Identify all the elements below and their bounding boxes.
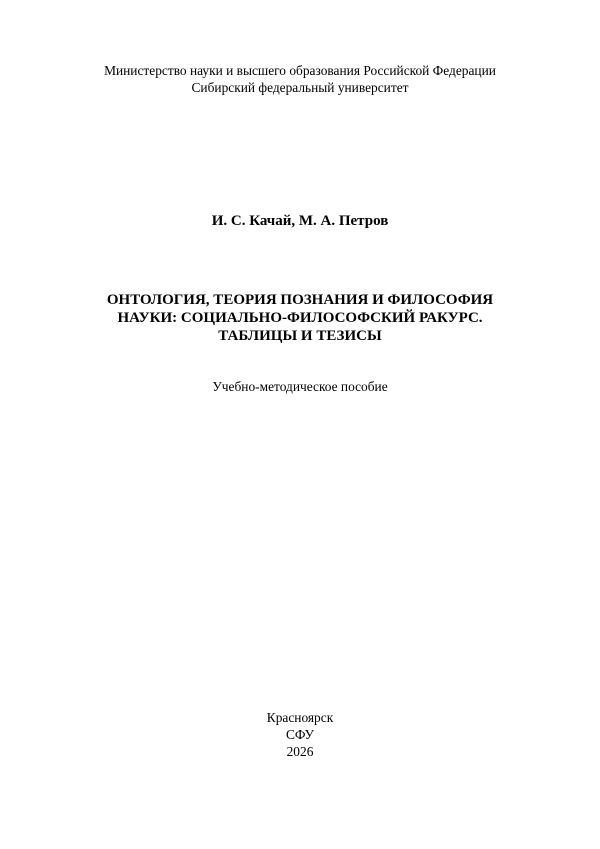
ministry-header: [40, 62, 560, 96]
title-line-3: ТАБЛИЦЫ И ТЕЗИСЫ: [218, 328, 382, 344]
imprint-publisher: СФУ: [286, 727, 314, 742]
document-type: [40, 378, 560, 395]
authors: [40, 211, 560, 231]
imprint-city: Красноярск: [266, 710, 334, 725]
university-name: Сибирский федеральный университет: [191, 80, 409, 95]
imprint-year: 2026: [286, 744, 314, 759]
title-line-2: НАУКИ: СОЦИАЛЬНО-ФИЛОСОФСКИЙ РАКУРС.: [117, 310, 483, 326]
imprint: [40, 709, 560, 760]
author-names: И. С. Качай, М. А. Петров: [211, 213, 389, 229]
ministry-name: Министерство науки и высшего образования Российской Федерации: [104, 63, 496, 78]
title-line-1: ОНТОЛОГИЯ, ТЕОРИЯ ПОЗНАНИЯ И ФИЛОСОФИЯ: [106, 292, 494, 308]
document-title: [40, 291, 560, 345]
document-type-label: Учебно-методическое пособие: [212, 379, 388, 394]
